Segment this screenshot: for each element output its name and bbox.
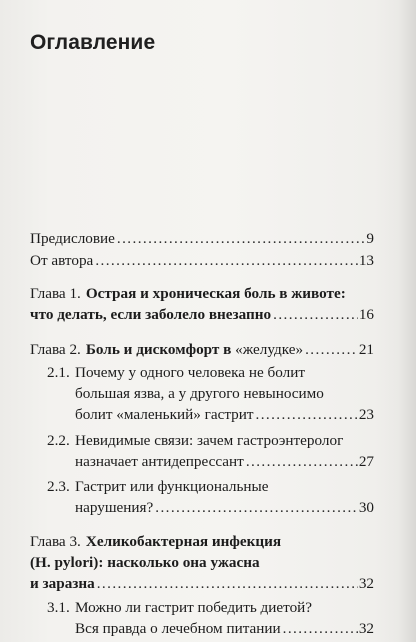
toc-page-number: 13 — [358, 252, 374, 269]
toc-entry-section-2-1-cont — [75, 384, 374, 404]
chapter-prefix: Глава 3. — [30, 533, 81, 550]
toc-entry-section-3-1-end — [75, 619, 374, 639]
toc-entry-label: Предисловие — [30, 230, 115, 247]
section-title-line-3: болит «маленький» гастрит — [75, 406, 254, 423]
toc-page-number: 21 — [358, 341, 374, 358]
section-title-line-1: Можно ли гастрит победить диетой? — [75, 599, 313, 616]
toc-entry-section-2-2-end — [75, 452, 374, 472]
chapter-prefix: Глава 2. — [30, 341, 81, 358]
toc-page-number: 23 — [358, 406, 374, 423]
page-title: Оглавление — [30, 31, 156, 54]
section-title-line-2: Вся правда о лечебном питании — [75, 620, 281, 637]
toc-entry-section-3-1 — [47, 598, 374, 618]
toc-page-number: 27 — [358, 453, 374, 470]
section-number: 3.1. — [47, 599, 70, 616]
chapter-title-line-2: (H. pylori): насколько она ужасна — [30, 554, 260, 571]
section-number: 2.3. — [47, 478, 70, 495]
leader-dots — [95, 251, 358, 271]
toc-entry-chapter-1 — [30, 284, 374, 304]
section-title-line-1: Невидимые связи: зачем гастроэнтеролог — [75, 432, 344, 449]
leader-dots — [117, 229, 365, 249]
toc-entry-section-2-3 — [47, 477, 374, 497]
toc-entry-preface — [30, 229, 374, 249]
toc-entry-chapter-3-cont — [30, 553, 374, 573]
toc-page-number: 32 — [358, 620, 374, 637]
toc-entry-label: От автора — [30, 252, 94, 269]
toc-page-number: 16 — [358, 306, 374, 323]
section-title-line-1: Почему у одного человека не болит — [75, 364, 305, 381]
section-title-line-1: Гастрит или функциональные — [75, 478, 269, 495]
toc-entry-section-2-2 — [47, 431, 374, 451]
chapter-title-line-3: и заразна — [30, 575, 95, 592]
section-title-line-2: нарушения? — [75, 499, 154, 516]
section-title-line-2: большая язва, а у другого невыносимо — [75, 385, 324, 402]
leader-dots — [97, 574, 358, 594]
toc-page-number: 9 — [366, 230, 374, 247]
toc-entry-section-2-1 — [47, 363, 374, 383]
section-title-line-2: назначает антидепрессант — [75, 453, 244, 470]
chapter-prefix: Глава 1. — [30, 285, 81, 302]
toc-entry-chapter-3 — [30, 532, 374, 552]
toc-page-number: 30 — [358, 499, 374, 516]
toc-page-number: 32 — [358, 575, 374, 592]
chapter-title-part-2: «желудке» — [235, 341, 304, 358]
leader-dots — [246, 452, 358, 472]
chapter-title-line-2: что делать, если заболело внезапно — [30, 306, 272, 323]
leader-dots — [283, 619, 358, 639]
toc-entry-author — [30, 251, 374, 271]
toc-entry-chapter-2 — [30, 340, 374, 360]
leader-dots — [155, 498, 358, 518]
leader-dots — [256, 405, 358, 425]
toc-entry-chapter-1-cont — [30, 305, 374, 325]
leader-dots — [305, 340, 358, 360]
chapter-title-line-1: Хеликобактерная инфекция — [85, 533, 282, 550]
toc-entry-section-2-1-end — [75, 405, 374, 425]
toc-entry-section-2-3-end — [75, 498, 374, 518]
chapter-title-part-1: Боль и дискомфорт в — [85, 341, 236, 358]
section-number: 2.2. — [47, 432, 70, 449]
chapter-title-line-1: Острая и хроническая боль в животе: — [85, 285, 346, 302]
section-number: 2.1. — [47, 364, 70, 381]
toc-entry-chapter-3-end — [30, 574, 374, 594]
leader-dots — [273, 305, 358, 325]
